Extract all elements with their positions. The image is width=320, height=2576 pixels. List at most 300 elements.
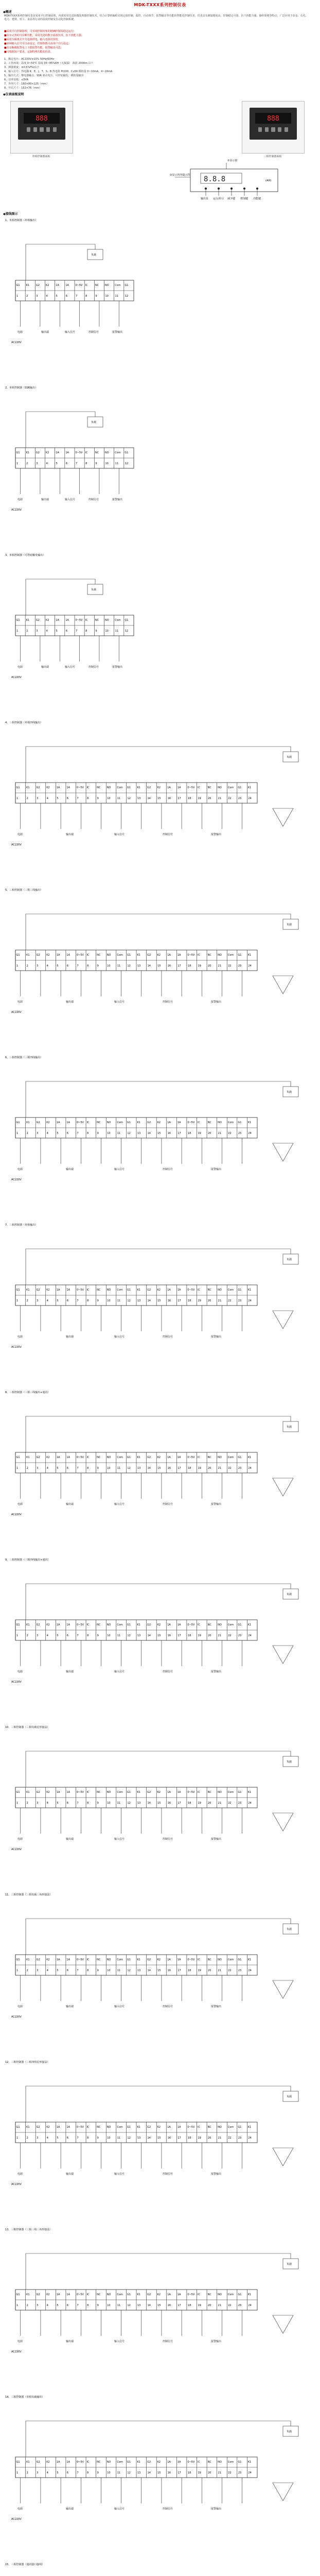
wiring-svg — [5, 2233, 314, 2382]
terminal-number: 6 — [66, 1132, 69, 1135]
terminal-number: 3 — [37, 2304, 39, 2307]
power-label: AC220V — [11, 1346, 22, 1349]
terminal-label: K1 — [137, 954, 140, 957]
load-wire — [26, 1249, 291, 1285]
terminal-number: 14 — [147, 1299, 151, 1302]
terminal-number: 3 — [37, 2137, 39, 2140]
device-button — [53, 127, 57, 132]
terminal-number: 8 — [87, 1132, 89, 1135]
terminal-number: 21 — [218, 1132, 222, 1135]
terminal-label: 1A — [177, 1456, 181, 1459]
terminal-label: Com — [227, 954, 234, 957]
load-label: 负载 — [287, 1928, 292, 1931]
terminal-label: Com — [227, 786, 234, 789]
document-title: MDK-TXXX系列控制仪表 — [134, 3, 186, 7]
terminal-number: 24 — [248, 2471, 252, 2475]
terminal-group-label: 输入信号 — [65, 666, 76, 669]
wiring-diagram — [5, 2395, 314, 2550]
terminal-number: 21 — [218, 797, 222, 800]
terminal-group-label: 电源 — [17, 1001, 23, 1004]
terminal-label: G2 — [147, 1456, 151, 1459]
terminal-number: 17 — [177, 1132, 181, 1135]
terminal-label: IC — [198, 2461, 200, 2464]
terminal-label: IC — [198, 1289, 200, 1292]
wiring-diagram — [5, 2060, 314, 2215]
terminal-label: NC — [97, 1623, 101, 1626]
terminal-number: 14 — [147, 2137, 151, 2140]
terminal-label: G2 — [35, 284, 40, 287]
terminal-label: G2 — [147, 1958, 151, 1961]
terminal-number: 19 — [198, 2304, 201, 2307]
wiring-svg — [5, 2400, 314, 2550]
terminal-label: K2 — [46, 1958, 50, 1961]
device-button — [285, 127, 288, 132]
terminal-label: K2 — [46, 1121, 50, 1124]
terminal-number: 10 — [107, 2471, 111, 2475]
terminal-label: G1 — [127, 2126, 131, 2129]
terminal-label: NO — [106, 2293, 111, 2296]
terminal-label: Com — [227, 1289, 234, 1292]
terminal-number: 13 — [137, 964, 141, 968]
terminal-number: 1 — [16, 1634, 19, 1637]
terminal-number: 16 — [167, 797, 171, 800]
terminal-group-label: 控制信号 — [88, 498, 99, 501]
power-label: AC220V — [11, 2183, 22, 2186]
terminal-number: 7 — [77, 1969, 79, 1972]
terminal-number: 4 — [46, 2137, 48, 2140]
wiring-diagram — [5, 2563, 314, 2576]
terminal-number: 17 — [177, 1802, 181, 1805]
terminal-label: 1A — [177, 1623, 181, 1626]
terminal-label: K1 — [247, 786, 252, 789]
terminal-label: NO — [218, 2293, 222, 2296]
terminal-label: G1 — [16, 1958, 20, 1961]
terminal-label: Com — [227, 1456, 234, 1459]
terminal-number: 9 — [97, 1802, 99, 1805]
terminal-label: K2 — [157, 2461, 161, 2464]
terminal-label: 0~5V — [187, 786, 195, 789]
terminal-number: 24 — [248, 1969, 252, 1972]
terminal-number: 20 — [208, 1634, 211, 1637]
terminal-group-label: 报警输出 — [211, 1335, 222, 1338]
terminal-label: NC — [207, 1623, 211, 1626]
terminal-group-label: 输出端 — [66, 1335, 74, 1338]
terminal-number: 3 — [37, 1132, 39, 1135]
terminal-label: 1A — [66, 954, 70, 957]
terminal-label: NO — [105, 619, 109, 622]
wiring-diagram — [5, 721, 314, 875]
terminal-label: 1A — [177, 2293, 181, 2296]
terminal-number: 1 — [16, 1969, 19, 1972]
terminal-number: 24 — [248, 964, 252, 968]
terminal-label: G2 — [147, 786, 151, 789]
product-photo-single-phase — [10, 101, 73, 154]
terminal-label: IC — [86, 1791, 90, 1794]
terminal-label: G2 — [36, 2293, 40, 2296]
terminal-number: 7 — [77, 797, 79, 800]
wiring-svg — [5, 1731, 314, 1880]
terminal-label: G2 — [36, 1623, 40, 1626]
terminal-group-label: 控制信号 — [163, 1335, 173, 1338]
terminal-number: 8 — [87, 1299, 89, 1302]
terminal-label: NO — [218, 2461, 222, 2464]
terminal-number: 21 — [218, 964, 222, 968]
terminal-label: Com — [115, 451, 121, 454]
terminal-label: 1A — [167, 1121, 171, 1124]
terminal-number: 7 — [76, 630, 78, 633]
terminal-label: G1 — [16, 2461, 20, 2464]
terminal-number: 12 — [127, 2471, 131, 2475]
terminal-label: G1 — [238, 954, 242, 957]
terminal-number: 5 — [57, 1802, 59, 1805]
terminal-number: 20 — [208, 1802, 211, 1805]
terminal-label: 0~5V — [75, 284, 83, 287]
terminal-label: 1A — [56, 1121, 60, 1124]
terminal-number: 18 — [187, 1132, 191, 1135]
terminal-label: NC — [97, 1121, 101, 1124]
device-button — [278, 127, 281, 132]
load-label: 负载 — [287, 1593, 292, 1596]
terminal-group-label: 控制信号 — [163, 1001, 173, 1004]
terminal-label: 1A — [167, 1456, 171, 1459]
terminal-label: 1A — [177, 786, 181, 789]
terminal-label: G1 — [125, 284, 129, 287]
terminal-label: K2 — [46, 2461, 50, 2464]
terminal-group-label: 报警输出 — [211, 2507, 222, 2511]
terminal-group-label: 报警输出 — [211, 2173, 222, 2176]
terminal-label: G2 — [36, 2461, 40, 2464]
wiring-diagram — [5, 1391, 314, 1545]
terminal-number: 22 — [228, 1802, 232, 1805]
terminal-label: 0~5V — [187, 1958, 195, 1961]
terminal-label: G2 — [36, 2126, 40, 2129]
load-label: 负载 — [287, 1091, 292, 1094]
terminal-label: NC — [207, 1958, 211, 1961]
terminal-number: 14 — [147, 797, 151, 800]
terminal-group-label: 电源 — [17, 331, 23, 334]
terminal-number: 15 — [157, 1969, 161, 1972]
terminal-group-label: 报警输出 — [211, 2340, 222, 2343]
terminal-label: 0~5V — [77, 1456, 84, 1459]
terminal-label: 1A — [167, 2461, 171, 2464]
terminal-number: 4 — [46, 1467, 48, 1470]
terminal-label: 1A — [56, 619, 59, 622]
photo1-caption: 单相控制器面板 — [32, 155, 50, 158]
terminal-label: NC — [97, 2293, 101, 2296]
terminal-number: 15 — [157, 1634, 161, 1637]
terminal-label: NO — [106, 2126, 111, 2129]
terminal-number: 16 — [167, 1969, 171, 1972]
terminal-number: 11 — [117, 1969, 121, 1972]
load-wire — [26, 2253, 291, 2290]
terminal-label: 1A — [56, 954, 60, 957]
terminal-label: G1 — [238, 1791, 242, 1794]
terminal-number: 2 — [26, 1467, 28, 1470]
terminal-label: K1 — [26, 1121, 30, 1124]
terminal-number: 5 — [57, 1634, 59, 1637]
terminal-label: NC — [207, 1791, 211, 1794]
terminal-number: 3 — [37, 2471, 39, 2475]
terminal-label: Com — [117, 1791, 123, 1794]
terminal-label: IC — [198, 1958, 200, 1961]
terminal-label: G1 — [127, 954, 131, 957]
terminal-label: NO — [106, 954, 111, 957]
terminal-label: 1A — [56, 2126, 60, 2129]
terminal-number: 5 — [57, 1467, 59, 1470]
terminal-number: 20 — [208, 797, 211, 800]
wiring-diagram-title: 4、三相控制器（单相四线输出） — [5, 721, 43, 724]
terminal-label: IC — [198, 1456, 200, 1459]
button-label-1: 输出显 — [201, 197, 209, 200]
terminal-label: 1A — [177, 1121, 181, 1124]
load-label: 负载 — [287, 923, 292, 926]
terminal-number: 11 — [115, 295, 119, 298]
terminal-label: K1 — [247, 1958, 252, 1961]
terminal-number: 8 — [85, 462, 87, 465]
terminal-label: 1A — [56, 786, 60, 789]
button-label-3: 减少键 — [227, 197, 236, 200]
terminal-label: K1 — [137, 1791, 140, 1794]
power-label: AC220V — [11, 2015, 22, 2019]
terminal-number: 10 — [107, 1634, 111, 1637]
terminal-number: 24 — [248, 797, 252, 800]
terminal-label: NC — [95, 451, 99, 454]
terminal-number: 5 — [57, 1132, 59, 1135]
terminal-label: 0~5V — [187, 1623, 195, 1626]
terminal-group-label: 输出端 — [41, 498, 49, 501]
terminal-label: 0~5V — [77, 954, 84, 957]
terminal-label: NO — [218, 2126, 222, 2129]
terminal-label: 1A — [177, 1791, 181, 1794]
display-hint-label: ②显示内容提示符 — [170, 174, 190, 177]
terminal-label: IC — [198, 1121, 200, 1124]
terminal-label: G1 — [16, 954, 20, 957]
terminal-label: 1A — [167, 1958, 171, 1961]
terminal-group-label: 输入信号 — [114, 2507, 125, 2511]
terminal-group-label: 电源 — [17, 2507, 23, 2511]
terminal-label: K1 — [26, 1958, 30, 1961]
terminal-number: 23 — [238, 2304, 242, 2307]
terminal-label: G1 — [127, 1791, 131, 1794]
terminal-number: 7 — [76, 462, 78, 465]
device-button — [271, 127, 275, 132]
wiring-svg — [5, 1898, 314, 2047]
terminal-number: 9 — [97, 1969, 99, 1972]
terminal-number: 15 — [157, 1467, 161, 1470]
terminal-number: 14 — [147, 1802, 151, 1805]
terminal-number: 9 — [97, 2471, 99, 2475]
terminal-number: 1 — [16, 2137, 19, 2140]
load-wire — [26, 1919, 291, 1955]
terminal-label: K1 — [137, 1623, 140, 1626]
terminal-label: IC — [86, 1456, 90, 1459]
button-label-5: 功能键 — [253, 197, 261, 200]
mode-tag: (AH) — [265, 179, 272, 182]
terminal-group-label: 报警输出 — [211, 1670, 222, 1673]
terminal-label: NC — [97, 1456, 101, 1459]
wiring-svg — [5, 726, 314, 875]
terminal-number: 12 — [127, 1467, 131, 1470]
terminal-number: 3 — [36, 295, 38, 298]
terminal-number: 6 — [66, 1969, 69, 1972]
terminal-label: G1 — [127, 1623, 131, 1626]
device-button — [265, 127, 269, 132]
power-label: AC220V — [11, 509, 22, 512]
terminal-number: 6 — [66, 1467, 69, 1470]
terminal-number: 1 — [16, 462, 19, 465]
terminal-number: 7 — [77, 1132, 79, 1135]
terminal-number: 10 — [107, 797, 111, 800]
terminal-number: 18 — [187, 2471, 191, 2475]
terminal-number: 1 — [16, 1299, 19, 1302]
terminal-label: 0~5V — [187, 1121, 195, 1124]
terminal-number: 10 — [105, 295, 109, 298]
terminal-number: 14 — [147, 1467, 151, 1470]
terminal-number: 18 — [187, 1299, 191, 1302]
terminal-number: 18 — [187, 797, 191, 800]
terminal-number: 16 — [167, 1299, 171, 1302]
terminal-label: G1 — [16, 619, 20, 622]
terminal-number: 17 — [177, 2304, 181, 2307]
terminal-label: G1 — [238, 1289, 242, 1292]
terminal-label: K1 — [137, 2461, 140, 2464]
terminal-number: 3 — [37, 1969, 39, 1972]
wiring-diagram-title: 5、三相控制器（三相三线输出） — [5, 889, 43, 892]
terminal-label: 1A — [56, 2461, 60, 2464]
terminal-number: 12 — [125, 630, 129, 633]
terminal-label: K1 — [137, 1456, 140, 1459]
terminal-label: 1A — [167, 786, 171, 789]
terminal-label: Com — [117, 2461, 123, 2464]
terminal-number: 6 — [65, 295, 68, 298]
terminal-group-label: 输入信号 — [114, 1001, 125, 1004]
terminal-number: 2 — [26, 1299, 28, 1302]
terminal-number: 21 — [218, 2137, 222, 2140]
terminal-label: K1 — [26, 2126, 30, 2129]
terminal-number: 18 — [187, 2137, 191, 2140]
terminal-number: 8 — [85, 295, 87, 298]
terminal-group-label: 报警输出 — [211, 1168, 222, 1171]
terminal-label: G1 — [238, 2461, 242, 2464]
terminal-number: 10 — [107, 1467, 111, 1470]
terminal-number: 11 — [117, 1299, 121, 1302]
wiring-diagram — [5, 1558, 314, 1713]
terminal-label: NO — [106, 2461, 111, 2464]
terminal-label: 1A — [56, 284, 59, 287]
terminal-number: 9 — [97, 2304, 99, 2307]
terminal-label: G1 — [16, 786, 20, 789]
terminal-number: 21 — [218, 2471, 222, 2475]
terminal-number: 15 — [157, 1802, 161, 1805]
terminal-group-label: 控制信号 — [88, 666, 99, 669]
terminal-label: 1A — [167, 954, 171, 957]
terminal-label: G1 — [238, 1958, 242, 1961]
terminal-label: K2 — [157, 1121, 161, 1124]
terminal-label: Com — [117, 1121, 123, 1124]
terminal-label: 1A — [66, 2126, 70, 2129]
terminal-number: 8 — [87, 2304, 89, 2307]
terminal-label: G1 — [127, 2461, 131, 2464]
terminal-group-label: 输入信号 — [114, 2340, 125, 2343]
terminal-group-label: 输入信号 — [114, 1168, 125, 1171]
terminal-group-label: 输出端 — [66, 2173, 74, 2176]
terminal-number: 2 — [26, 1132, 28, 1135]
terminal-number: 2 — [26, 462, 28, 465]
terminal-group-label: 输入信号 — [114, 1670, 125, 1673]
terminal-label: G1 — [16, 1791, 20, 1794]
terminal-number: 11 — [117, 1132, 121, 1135]
terminal-number: 23 — [238, 1802, 242, 1805]
terminal-number: 12 — [125, 462, 129, 465]
three-phase-load-symbol — [273, 2315, 293, 2333]
terminal-group-label: 输出端 — [41, 666, 49, 669]
load-label: 负载 — [287, 1258, 292, 1261]
terminal-label: G1 — [238, 1456, 242, 1459]
terminal-number: 6 — [66, 797, 69, 800]
terminal-number: 7 — [77, 2471, 79, 2475]
terminal-number: 22 — [228, 1969, 232, 1972]
terminal-number: 12 — [127, 1132, 131, 1135]
terminal-label: Com — [117, 954, 123, 957]
three-phase-load-symbol — [273, 1813, 293, 1831]
terminal-group-label: 控制信号 — [163, 1503, 173, 1506]
terminal-label: NC — [97, 954, 101, 957]
terminal-label: K1 — [26, 1289, 30, 1292]
terminal-number: 8 — [87, 1634, 89, 1637]
terminal-label: NC — [207, 2293, 211, 2296]
terminal-number: 5 — [57, 2304, 59, 2307]
terminal-number: 14 — [147, 1634, 151, 1637]
terminal-label: 1A — [56, 1791, 60, 1794]
terminal-number: 4 — [46, 1132, 48, 1135]
terminal-label: NC — [207, 786, 211, 789]
terminal-number: 7 — [76, 295, 78, 298]
terminal-number: 20 — [208, 2471, 211, 2475]
terminal-label: IC — [86, 1121, 90, 1124]
terminal-number: 9 — [97, 2137, 99, 2140]
terminal-label: G1 — [127, 1289, 131, 1292]
terminal-label: G1 — [238, 1121, 242, 1124]
terminal-number: 20 — [208, 1467, 211, 1470]
terminal-label: K2 — [157, 786, 161, 789]
terminal-label: G2 — [35, 451, 40, 454]
terminal-label: G2 — [147, 1289, 151, 1292]
terminal-number: 1 — [16, 2304, 19, 2307]
terminal-number: 2 — [26, 2137, 28, 2140]
terminal-label: 1A — [66, 1456, 70, 1459]
terminal-group-label: 输入信号 — [114, 1335, 125, 1338]
terminal-label: 0~5V — [77, 1623, 84, 1626]
wiring-svg — [5, 893, 314, 1043]
terminal-label: 1A — [66, 1289, 70, 1292]
terminal-number: 22 — [228, 1467, 232, 1470]
terminal-number: 13 — [137, 1969, 141, 1972]
terminal-number: 21 — [218, 1299, 222, 1302]
terminal-label: G1 — [16, 2293, 20, 2296]
terminal-label: 1A — [66, 1121, 70, 1124]
terminal-label: K2 — [157, 1456, 161, 1459]
terminal-label: IC — [86, 2293, 90, 2296]
terminal-label: 1A — [167, 2126, 171, 2129]
terminal-number: 22 — [228, 964, 232, 968]
terminal-label: K1 — [137, 1121, 140, 1124]
terminal-label: K1 — [247, 1791, 252, 1794]
wiring-diagram-title: 10、三相控制器（三相负载星形接法） — [5, 1726, 50, 1729]
terminal-number: 6 — [66, 2137, 69, 2140]
terminal-label: NO — [106, 786, 111, 789]
terminal-label: G2 — [147, 2293, 151, 2296]
terminal-label: G2 — [147, 1623, 151, 1626]
